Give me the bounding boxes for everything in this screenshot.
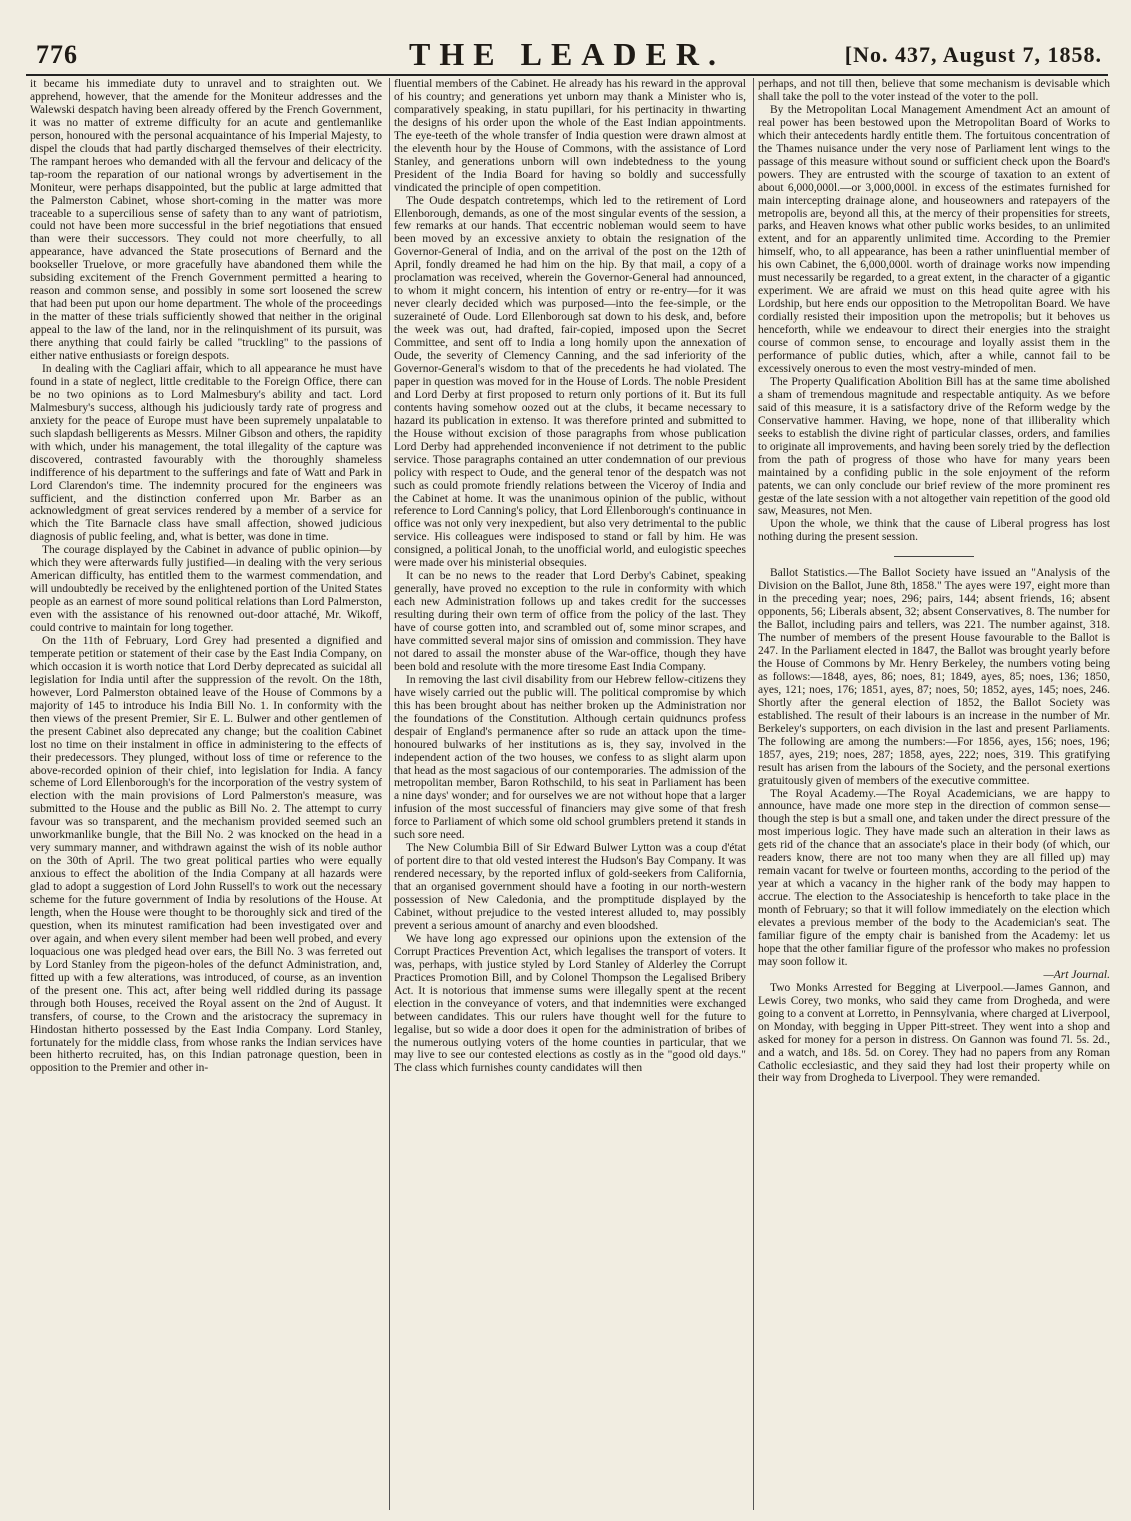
paragraph: The Property Qualification Abolition Bill has at the same time abolished a sham of tremendous magnitude and respectable antiquity. As we before said of this measure, it is a satisfactory drive of the Reform wedge by the Conservative hammer. Having, we hope, none of that illiberality which seeks to establish the divine right of particular classes, orders, and families to originate all improvements, and having been sorely tried by the deflection from the path of progress of those who have for many years been maintained by a confiding public in the sole enjoyment of the reform patents, we can only conclude our brief review of the more prominent res gestæ of the late session with a not altogether vain repetition of the good old saw, Measures, not Men. [758,375,1110,518]
page-number: 776 [36,40,78,69]
paragraph: it became his immediate duty to unravel and to straighten out. We apprehend, however, that the amende for the Moniteur addresses and the Walewski despatch having been already offered by the French Government, it was no matter of extreme difficulty for an acute and gentlemanlike person, honoured with the personal acquaintance of his Imperial Majesty, to dispel the clouds that had partly discharged themselves of their electricity. The rampant heroes who demanded with all the fervour and delicacy of the tap-room the reparation of our national wrongs by advertisement in the Moniteur, were perhaps disappointed, but the public at large admitted that the Palmerston Cabinet, whose short-coming in the matter was more traceable to a supercilious sense of safety than to any want of patriotism, could not have been more successful in the brief negotiations that ensued than were their successors. They could not more cheerfully, to all appearance, have advanced the State prosecutions of Bernard and the bookseller Truelove, or more gracefully have abandoned them while the subsiding excitement of the French Government permitted a hearing to reason and common sense, and possibly in some sort loosened the screw that had been put upon our home department. The whole of the proceedings in the matter of these trials sufficiently showed that neither in the original appeal to the law of the land, nor in the relinquishment of its pursuit, was there anything that could fairly be called "truckling" to the passions of either native enthusiasts or foreign despots. [30,78,382,363]
paragraph: The New Columbia Bill of Sir Edward Bulwer Lytton was a coup d'état of portent dire to that old vested interest the Hudson's Bay Company. It was rendered necessary, by the reported influx of gold-seekers from California, that an organised government should have a footing in our north-western possession of New Caledonia, and the promptitude displayed by the Cabinet, without prejudice to the vested interest alluded to, may possibly prevent a serious amount of anarchy and even bloodshed. [394,842,746,932]
column-1 [30,78,382,1075]
paragraph: fluential members of the Cabinet. He already has his reward in the approval of his country; and generations yet unborn may thank a Minister who is, comparatively speaking, in statu pupillari, for his pertinacity in thwarting the designs of his order upon the whole of the East Indian appointments. The eye-teeth of the whole transfer of India question were drawn almost at the eleventh hour by the House of Commons, with the assistance of Lord Stanley, and generations unborn will own indebtedness to the young President of the India Board for having so boldly and successfully vindicated the principle of open competition. [394,78,746,194]
page-header [26,16,1108,72]
paragraph: Upon the whole, we think that the cause of Liberal progress has lost nothing during the present session. [758,518,1110,544]
paragraph: In removing the last civil disability from our Hebrew fellow-citizens they have wisely carried out the public will. The political compromise by which this has been brought about has neither broken up the Administration nor the foundations of the Constitution. Although certain quidnuncs profess despair of England's permanence after so rude an attack upon the time-honoured bulwarks of her institutions as is, they say, involved in the independent action of the two houses, we confess to as slight alarm upon that head as the most sagacious of our contemporaries. The admission of the metropolitan member, Baron Rothschild, to his seat in Parliament has been a nine days' wonder; and for ourselves we are not without hope that a larger infusion of the most successful of financiers may give some of that fresh force to Parliament of which some old school grumblers pretend it stands in such sore need. [394,673,746,842]
column-divider [753,78,754,1510]
paragraph: The courage displayed by the Cabinet in advance of public opinion—by which they were afterwards fully justified—in dealing with the very serious American difficulty, has entitled them to the warmest commendation, and will undoubtedly be received by the enlightened portion of the United States people as an earnest of more sound political relations than Lord Palmerston, even with the assistance of his renowned out-door attaché, Mr. Wikoff, could contrive to maintain for long together. [30,544,382,635]
paragraph: It can be no news to the reader that Lord Derby's Cabinet, speaking generally, have proved no exception to the rule in conformity with which each new Administration follows up and takes credit for the successes resulting during their own term of office from the policy of the last. They have of course gotten into, and scrambled out of, some minor scrapes, and have committed several major sins of omission and commission. They have not dared to assail the monster abuse of the War-office, though they have been bold and resolute with the more tiresome East India Company. [394,570,746,673]
column-divider [389,78,390,1510]
masthead-title: THE LEADER. [409,36,725,72]
column-2 [394,78,746,1075]
news-item-two-monks: Two Monks Arrested for Begging at Liverpool.—James Gannon, and Lewis Corey, two monks, who said they came from Drogheda, and were going to a convent at Lorretto, in Pennsylvania, where charged at Liverpool, on Monday, with begging in Upper Pitt-street. They went into a shop and asked for money for a person in distress. On Gannon was found 7l. 5s. 2d., and a watch, and 18s. 5d. on Corey. They had no papers from any Roman Catholic ecclesiastic, and they said they had lost their property while on their way from Drogheda to Liverpool. They were remanded. [758,981,1110,1085]
paragraph: The Oude despatch contretemps, which led to the retirement of Lord Ellenborough, demands, as one of the most singular events of the session, a few remarks at our hands. That eccentric nobleman would seem to have been moved by an excessive anxiety to obtain the resignation of the Governor-General of India, and on the arrival of the post on the 12th of April, fondly dreamed he had him on the hip. By that mail, a copy of a proclamation was received, wherein the Governor-General had announced, to whom it might concern, his intention of entry or re-entry—for it was never clearly decided which was purposed—into the fee-simple, or the suzeraineté of Oude. Lord Ellenborough sat down to his desk, and, before the week was out, had drafted, fair-copied, imposed upon the Secret Committee, and sent off to India a long homily upon the annexation of Oude, the severity of Clemency Canning, and the sad inferiority of the Governor-General's wisdom to that of the precedents he had violated. The paper in question was moved for in the House of Lords. The noble President and Lord Derby at first proposed to return only portions of it. But its full contents having somehow oozed out at the clubs, it became necessary to hazard its publication in extenso. It was therefore printed and submitted to the House without excision of those paragraphs from whose publication Lord Derby had apprehended inconvenience if not detriment to the public service. Those paragraphs contained an utter condemnation of our previous policy with respect to Oude, and the general tenor of the despatch was not such as could promote friendly relations between the Viceroy of India and the Cabinet at home. It was the unanimous opinion of the public, without reference to Lord Canning's policy, that Lord Ellenborough's continuance in office was not only very inexpedient, but also very detrimental to the public service. His colleagues were indisposed to stand or fall by him. He was consigned, a political Jonah, to the unofficial world, and eulogistic speeches were made over his ministerial obsequies. [394,194,746,570]
paragraph: We have long ago expressed our opinions upon the extension of the Corrupt Practices Prevention Act, which legalises the transport of voters. It was, perhaps, with justice styled by Lord Stanley of Alderley the Corrupt Practices Promotion Bill, and by Colonel Thompson the Legalised Bribery Act. It is notorious that immense sums were illegally spent at the recent election in the conveyance of voters, and that indemnities were exchanged between candidates. This our rulers have thought well for the future to legalise, but so wide a door does it open for the administration of bribes of the numerous outlying voters of the home counties in particular, that we may live to see our contested elections as costly as in the "good old days." The class which furnishes county candidates will then [394,932,746,1075]
column-3 [758,78,1110,1085]
paragraph: In dealing with the Cagliari affair, which to all appearance he must have found in a state of neglect, little creditable to the Foreign Office, there can be no two opinions as to Lord Malmesbury's ability and tact. Lord Malmesbury's success, although his judiciously tardy rate of progress and anxiety for the peace of Europe must have been supremely unpalatable to such slapdash belligerents as Messrs. Milner Gibson and others, the rapidity with which, under his management, the total illegality of the capture was discovered, contrasted favourably with the thoroughly shameless indifference of his department to the sufferings and fate of Watt and Park in Lord Clarendon's time. The indemnity procured for the engineers was sufficient, and the distinction conferred upon Mr. Barber as an acknowledgment of great services rendered by a member of a service for which the Tite Barnacle class have small affection, showed judicious diagnosis of public feeling, and, what is better, was done in time. [30,362,382,544]
section-divider [894,556,974,557]
paragraph: On the 11th of February, Lord Grey had presented a dignified and temperate petition or statement of their case by the East India Company, on which occasion it is worth notice that Lord Derby deprecated as suicidal all legislation for India until after the suppression of the revolt. On the 18th, however, Lord Palmerston obtained leave of the House of Commons by a majority of 145 to introduce his India Bill No. 1. In conformity with the then views of the present Premier, Sir E. L. Bulwer and other gentlemen of the present Cabinet also deprecated any change; but the coalition Cabinet lost no time on their instalment in office in administering to the effects of their predecessors. They plunged, without loss of time or reference to the above-recorded opinion of their chief, into legislation for India. A fancy scheme of Lord Ellenborough's for the incorporation of the vestry system of election with the main provisions of Lord Palmerston's measure, was submitted to the House and the public as Bill No. 2. The attempt to curry favour was so transparent, and the mechanism provided seemed such an unworkmanlike bungle, that the Bill No. 2 was knocked on the head in a very summary manner, and withdrawn against the wish of its noble author on the 30th of April. The two great political parties who were equally anxious to effect the abolition of the India Company at all hazards were glad to adopt a suggestion of Lord John Russell's to work out the necessary scheme for the future government of India by resolutions of the House. At length, when the House were thought to be thoroughly sick and tired of the question, when its minutest ramification had been investigated over and over again, and when every silent member had been well probed, and every loquacious one was pledged head over ears, the Bill No. 3 was ferreted out by Lord Stanley from the pigeon-holes of the defunct Administration, and, fitted up with a few alterations, was introduced, of course, as an invention of the present one. This act, after being well riddled during its passage through both Houses, received the Royal assent on the 2nd of August. It transfers, of course, to the Crown and the aristocracy the supremacy in Hindostan hitherto possessed by the East India Company. Lord Stanley, fortunately for the middle class, from whose ranks the Indian services have been hitherto recruited, has, on this Indian patronage question, been in opposition to the Premier and other in- [30,634,382,1075]
header-rule [26,74,1108,76]
source-attribution: —Art Journal. [1043,968,1110,981]
issue-info: [No. 437, August 7, 1858. [844,42,1102,67]
paragraph: perhaps, and not till then, believe that some mechanism is devisable which shall take the poll to the voter instead of the voter to the poll. [758,78,1110,103]
paragraph: By the Metropolitan Local Management Amendment Act an amount of real power has been bestowed upon the Metropolitan Board of Works to which their antecedents hardly entitle them. The fortuitous concentration of the Thames nuisance under the very nose of Parliament lent wings to the passage of this measure without sound or sufficient check upon the Board's powers. They are entrusted with the scourge of taxation to an extent of about 6,000,000l.—or 3,000,000l. in excess of the estimates furnished for main intercepting drainage alone, and houseowners and ratepayers of the metropolis are, beyond all this, at the mercy of their propensities for streets, parks, and Heaven knows what other public works besides, to an unlimited extent, and for an apparently unlimited time. According to the Premier himself, who, to all appearance, has been a rather uninfluential member of his own Cabinet, the 6,000,000l. worth of drainage works now impending must necessarily be regarded, to a great extent, in the character of a gigantic experiment. We are afraid we must on this head quite agree with his Lordship, but here ends our opposition to the Metropolitan Board. We have cordially resisted their imposition upon the metropolis; but it behoves us henceforth, while we endeavour to direct their energies into the straight course of common sense, to encourage and loyally assist them in the performance of public duties, which, after a while, cannot fail to be excessively onerous to even the most vestry-minded of men. [758,103,1110,375]
news-item-royal-academy: The Royal Academy.—The Royal Academicians, we are happy to announce, have made one more step in the direction of common sense—though the step is but a small one, and taken under the direct pressure of the most imperious logic. They have made such an alteration in their laws as gets rid of the chance that an associate's place in their body (of which, our readers know, there are not too many when they are all filled up) may remain vacant for twelve or fourteen months, according to the period of the year at which a vacancy in the higher rank of the body may happen to accrue. The election to the Associateship is henceforth to take place in the month of February; so that it will follow immediately on the election which elevates a previous member of the body to the Academician's seat. The familiar figure of the empty chair is banished from the Academy: let us hope that the other familiar figure of the professor who makes no profession may soon follow it. [758,787,1110,968]
news-item-ballot-statistics: Ballot Statistics.—The Ballot Society have issued an "Analysis of the Division on the Ballot, June 8th, 1858." The ayes were 197, eight more than in the preceding year; noes, 296; pairs, 144; absent friends, 16; absent opponents, 56; Liberals absent, 32; absent Conservatives, 8. The number for the Ballot, including pairs and tellers, was 221. The number against, 318. The number of members of the present House favourable to the Ballot is 247. In the Parliament elected in 1847, the Ballot was brought yearly before the House of Commons by Mr. Henry Berkeley, the numbers voting being as follows:—1848, ayes, 86; noes, 81; 1849, ayes, 85; noes, 136; 1850, ayes, 121; noes, 176; 1851, ayes, 87; noes, 50; 1852, ayes, 145; noes, 246. Shortly after the general election of 1852, the Ballot Society was established. The result of their labours is an increase in the number of Mr. Berkeley's supporters, on each division in the last and present Parliaments. The following are among the numbers:—For 1856, ayes, 156; noes, 196; 1857, ayes, 219; noes, 287; 1858, ayes, 222; noes, 319. This gratifying result has arisen from the labours of the Society, and the personal exertions gratuitously given of members of the executive committee. [758,567,1110,787]
